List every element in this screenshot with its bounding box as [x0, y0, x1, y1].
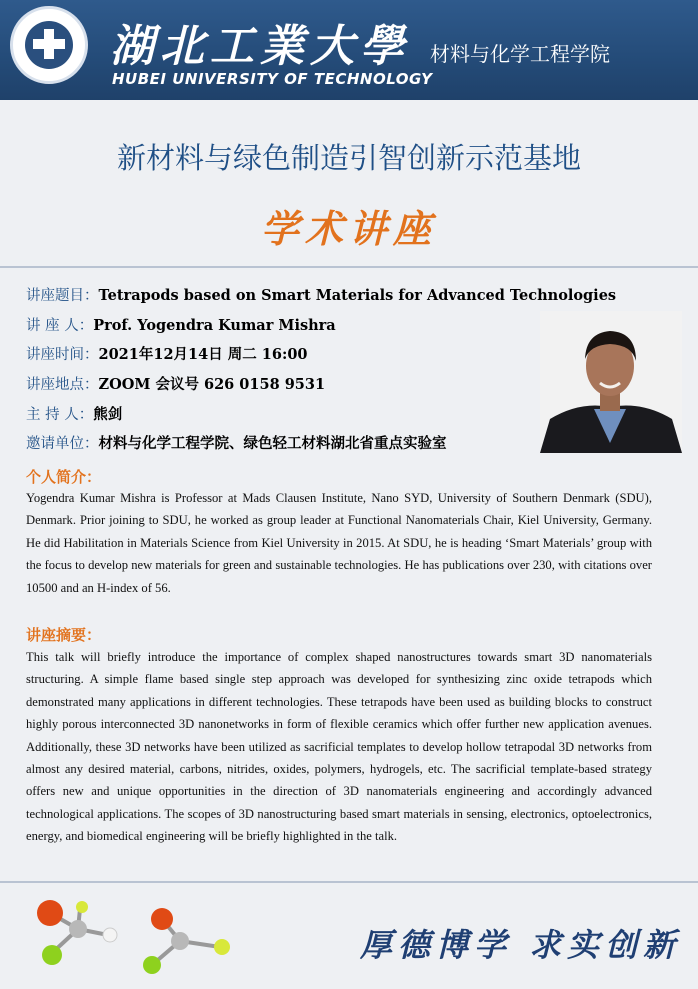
info-time [26, 343, 308, 364]
topic-value: Tetrapods based on Smart Materials for Advanced Technologies [98, 287, 617, 304]
topic-label: 讲座题目： [26, 288, 99, 304]
place-label: 讲座地点： [26, 377, 99, 393]
abstract-heading: 讲座摘要： [26, 626, 102, 644]
abstract-text: This talk will briefly introduce the importance of complex shaped nanostructures towards smart 3D nanomaterials structuring. A simple flame based single step approach was developed for synthesizing zinc oxide tetrapods which demonstrated many applications in different technologies. These tetrapods have been used as building blocks to construct highly porous interconnected 3D nanonetworks in form of flexible ceramics which offer further new application avenues. Additionally, these 3D networks have been utilized as sacrificial templates to develop hollow tetrapodal 3D networks from almost any desired material, carbons, nitrides, oxides, polymers, hydrogels, etc. The sacrificial template-based strategy offers new and unique opportunities in the direction of 3D nanomaterials engineering and accordingly advanced technological applications. The scopes of 3D nanostructuring based smart materials in sensing, electronics, optoelectronics, energy, and biomedical engineering will be briefly highlighted in the talk. [26, 650, 652, 844]
place-value: ZOOM 会议号 626 0158 9531 [98, 376, 326, 393]
time-value: 2021年12月14日 周二 16:00 [98, 346, 308, 363]
school-name-cn: 湖北工業大學 [110, 21, 410, 72]
host-label: 主 持 人： [26, 407, 94, 423]
bottom-divider [0, 881, 698, 883]
info-place [26, 373, 325, 394]
top-divider [0, 266, 698, 268]
header-banner [0, 0, 698, 100]
info-topic [26, 284, 616, 305]
footer-slogan: 厚德博学 求实创新 [360, 926, 682, 964]
speaker-value: Prof. Yogendra Kumar Mishra [93, 317, 336, 334]
speaker-photo [540, 311, 682, 453]
school-name-en: HUBEI UNIVERSITY OF TECHNOLOGY [112, 70, 433, 88]
time-label: 讲座时间： [26, 347, 99, 363]
info-speaker [26, 314, 336, 335]
inviter-value: 材料与化学工程学院、绿色轻工材料湖北省重点实验室 [98, 435, 447, 452]
page-subtitle: 学术讲座 [260, 206, 437, 251]
info-inviter [26, 432, 447, 453]
speaker-label: 讲 座 人： [26, 318, 94, 334]
bio-text: Yogendra Kumar Mishra is Professor at Mads Clausen Institute, Nano SYD, University of Southern Denmark (SDU), Denmark. Prior joining to SDU, he worked as group leader at Functional Nanomaterials Chair, Kiel University, Germany. He did Habilitation in Materials Science from Kiel University in 2015. At SDU, he is heading ‘Smart Materials’ group with the focus to develop new materials for green and sustainable technologies. He has publications over 230, with citations over 10500 and an H-index of 56. [26, 491, 652, 595]
molecule-illustration [30, 895, 250, 980]
page-title: 新材料与绿色制造引智创新示范基地 [116, 141, 581, 175]
inviter-label: 邀请单位： [26, 436, 99, 452]
info-host [26, 403, 122, 424]
college-name: 材料与化学工程学院 [430, 42, 610, 66]
host-value: 熊剑 [93, 406, 123, 423]
university-logo [10, 6, 88, 84]
bio-heading: 个人简介： [26, 468, 102, 486]
